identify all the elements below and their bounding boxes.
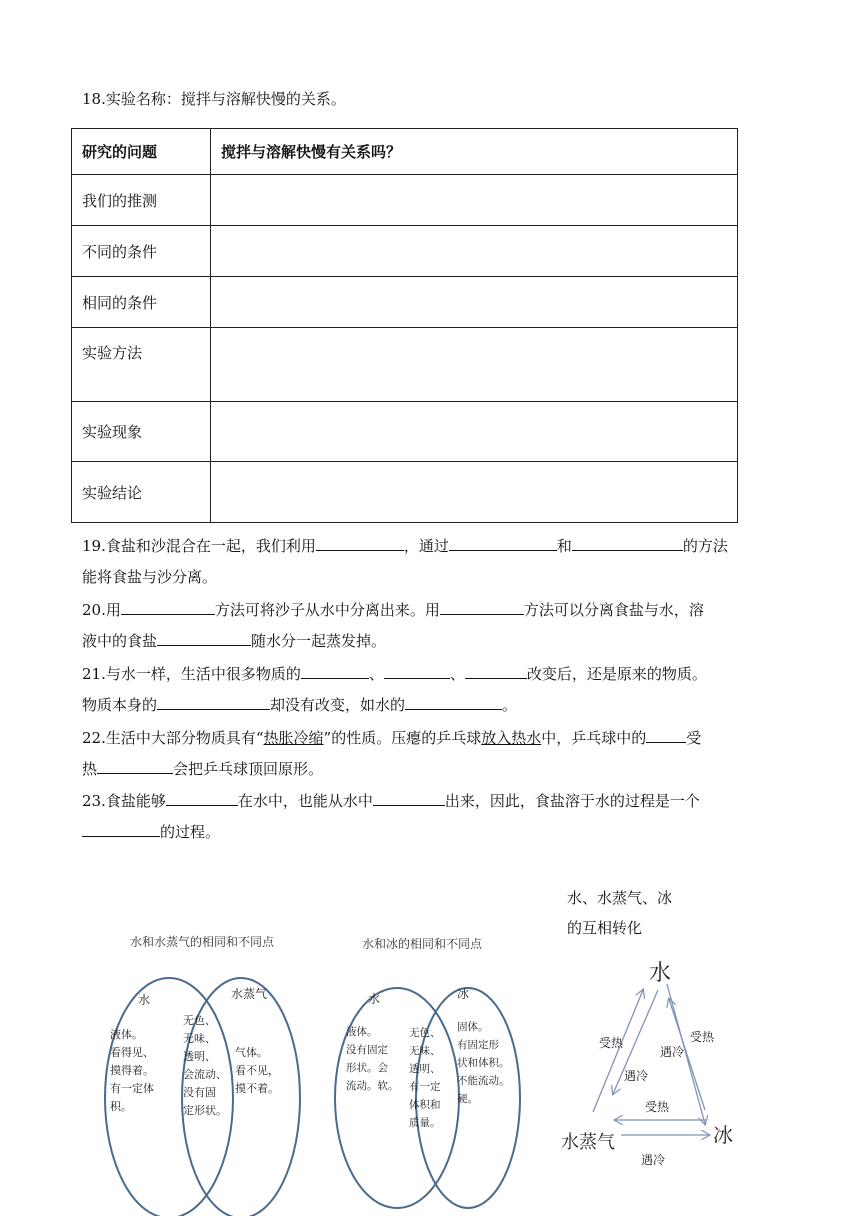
answer-blank[interactable]	[384, 661, 450, 679]
venn1-left-text	[110, 1027, 154, 1113]
label-heat-right: 受热	[690, 1030, 715, 1044]
table-header-question: 搅拌与溶解快慢有关系吗？	[211, 129, 738, 175]
q19-text: 19.食盐和沙混合在一起，我们利用	[82, 537, 316, 555]
row-answer-same[interactable]	[211, 277, 738, 328]
table-row	[72, 328, 738, 402]
table-row	[72, 462, 738, 523]
answer-blank[interactable]	[82, 819, 160, 837]
answer-blank[interactable]	[166, 788, 238, 806]
venn1-left-line: 摸得着。	[110, 1064, 154, 1077]
venn2-left-line: 流动。软。	[346, 1080, 399, 1092]
q19-text: 和	[556, 537, 572, 555]
question-21	[82, 659, 779, 721]
row-answer-different[interactable]	[211, 226, 738, 277]
venn2-right-line: 状和体积。	[457, 1057, 510, 1069]
q22-text: 会把乒乓球顶回原形。	[173, 760, 324, 778]
row-label-method: 实验方法	[72, 328, 211, 402]
venn2-middle-line: 透明、	[409, 1063, 441, 1075]
q20-text: 方法可将沙子从水中分离出来。用	[214, 601, 440, 619]
venn1-middle-line: 无味、	[183, 1032, 216, 1045]
answer-blank[interactable]	[465, 661, 527, 679]
answer-blank[interactable]	[301, 661, 369, 679]
venn2-right-text	[457, 1020, 510, 1105]
venn2-right-line: 硬。	[457, 1093, 478, 1105]
q21-text: 、	[449, 665, 465, 683]
q18-title: 18.实验名称：搅拌与溶解快慢的关系。	[82, 90, 346, 108]
venn1-left-line: 有一定体	[110, 1082, 154, 1095]
answer-blank[interactable]	[572, 533, 683, 551]
ice-node: 冰	[713, 1123, 733, 1147]
q21-text: 改变后，还是原来的物质。	[526, 665, 707, 683]
row-answer-method[interactable]	[211, 328, 738, 402]
venn1-right-line: 气体。	[235, 1046, 268, 1059]
venn-water-ice	[327, 928, 527, 1216]
venn1-left-line: 积。	[110, 1100, 132, 1113]
venn2-right-line: 有固定形	[457, 1039, 499, 1051]
q22-text: ”的性质。压瘪的乒乓球	[323, 729, 482, 747]
q23-text: 23.食盐能够	[82, 792, 166, 810]
venn1-left-line: 液体。	[110, 1028, 143, 1041]
answer-blank[interactable]	[449, 533, 557, 551]
q22-text: 中，乒乓球中的	[541, 729, 647, 747]
table-header-row	[72, 129, 738, 175]
row-answer-phenomenon[interactable]	[211, 402, 738, 462]
q22-text: 22.生活中大部分物质具有“	[82, 729, 264, 747]
venn2-middle-line: 体积和	[409, 1099, 441, 1111]
venn1-middle-text	[183, 1014, 227, 1117]
table-row	[72, 226, 738, 277]
venn2-right-line: 固体。	[457, 1021, 489, 1033]
question-20	[82, 595, 779, 657]
row-answer-conclusion[interactable]	[211, 462, 738, 523]
answer-blank[interactable]	[646, 725, 686, 743]
venn1-left-line: 看得见、	[110, 1046, 154, 1059]
row-label-different: 不同的条件	[72, 226, 211, 277]
arrow-vapor-to-water	[593, 990, 643, 1112]
answer-blank[interactable]	[97, 756, 173, 774]
venn2-left-line: 形状。会	[346, 1062, 388, 1074]
q21-text: 物质本身的	[82, 696, 158, 714]
q20-text: 20.用	[82, 601, 121, 619]
answer-blank[interactable]	[316, 533, 404, 551]
venn2-left-line: 液体。	[346, 1026, 378, 1038]
label-cool-right: 遇冷	[660, 1045, 685, 1059]
water-cycle-diagram	[555, 952, 755, 1182]
q20-text: 随水分一起蒸发掉。	[251, 632, 387, 650]
answer-blank[interactable]	[157, 692, 270, 710]
q19-text: 的方法	[682, 537, 728, 555]
cycle-caption-line: 水、水蒸气、冰	[567, 889, 673, 907]
venn1-title: 水和水蒸气的相同和不同点	[129, 935, 275, 949]
answer-blank[interactable]	[157, 628, 251, 646]
q23-text: 在水中，也能从水中	[237, 792, 373, 810]
venn2-left-circle	[335, 988, 459, 1208]
venn1-right-line: 摸不着。	[235, 1082, 279, 1095]
venn1-middle-line: 定形状。	[183, 1104, 227, 1117]
answer-blank[interactable]	[405, 692, 502, 710]
q22-text: 受	[686, 729, 702, 747]
q21-text: 21.与水一样，生活中很多物质的	[82, 665, 301, 683]
q22-underlined-term: 放入热水	[481, 729, 542, 747]
q22-text: 热	[82, 760, 98, 778]
experiment-table	[71, 128, 738, 523]
answer-blank[interactable]	[440, 597, 524, 615]
q22-underlined-term: 热胀冷缩	[263, 729, 324, 747]
venn1-middle-line: 会流动、	[183, 1068, 227, 1081]
venn1-middle-line: 无色、	[183, 1014, 216, 1027]
question-19	[82, 531, 779, 593]
venn1-middle-line: 透明、	[183, 1050, 216, 1063]
venn2-left-label: 水	[368, 992, 381, 1006]
venn1-right-text	[235, 1045, 279, 1095]
venn2-middle-line: 有一定	[409, 1081, 441, 1093]
label-heat-left: 受热	[599, 1036, 624, 1050]
row-label-same: 相同的条件	[72, 277, 211, 328]
venn1-right-line: 看不见，	[235, 1064, 279, 1077]
question-23	[82, 786, 779, 848]
venn2-middle-line: 无色、	[409, 1027, 441, 1039]
row-label-guess: 我们的推测	[72, 175, 211, 226]
answer-blank[interactable]	[121, 597, 215, 615]
venn2-middle-text	[409, 1026, 441, 1129]
venn1-right-label: 水蒸气	[231, 987, 268, 1001]
q23-text: 的过程。	[160, 823, 221, 841]
label-cool-bottom: 遇冷	[641, 1153, 666, 1167]
venn2-right-label: 冰	[457, 987, 470, 1001]
venn2-right-line: 不能流动。	[457, 1075, 510, 1087]
table-header-label: 研究的问题	[72, 129, 211, 175]
row-answer-guess[interactable]	[211, 175, 738, 226]
cycle-caption-line: 的互相转化	[567, 919, 643, 937]
label-heat-bottom: 受热	[645, 1100, 670, 1114]
table-row	[72, 277, 738, 328]
vapor-node: 水蒸气	[561, 1132, 615, 1153]
q23-text: 出来，因此，食盐溶于水的过程是一个	[444, 792, 700, 810]
row-label-phenomenon: 实验现象	[72, 402, 211, 462]
q21-text: 却没有改变，如水的	[270, 696, 406, 714]
venn2-left-line: 没有固定	[346, 1044, 388, 1056]
question-22	[82, 723, 779, 785]
venn1-middle-line: 没有固	[183, 1086, 216, 1099]
q21-text: 、	[368, 665, 384, 683]
venn1-left-label: 水	[138, 993, 151, 1007]
q19-text: ，通过	[403, 537, 449, 555]
venn2-middle-line: 无味、	[409, 1045, 441, 1057]
water-node: 水	[649, 961, 672, 986]
label-cool-left: 遇冷	[624, 1069, 649, 1083]
table-row	[72, 175, 738, 226]
venn2-left-text	[346, 1025, 399, 1092]
q21-text: 。	[502, 696, 518, 714]
venn2-title: 水和冰的相同和不同点	[361, 937, 483, 951]
cycle-caption	[567, 883, 672, 943]
answer-blank[interactable]	[373, 788, 445, 806]
q20-text: 方法可以分离食盐与水，溶	[523, 601, 704, 619]
venn-water-vapor	[95, 928, 320, 1216]
table-row	[72, 402, 738, 462]
venn2-middle-line: 质量。	[409, 1117, 441, 1129]
q20-text: 液中的食盐	[82, 632, 158, 650]
row-label-conclusion: 实验结论	[72, 462, 211, 523]
q19-text: 能将食盐与沙分离。	[82, 568, 218, 586]
